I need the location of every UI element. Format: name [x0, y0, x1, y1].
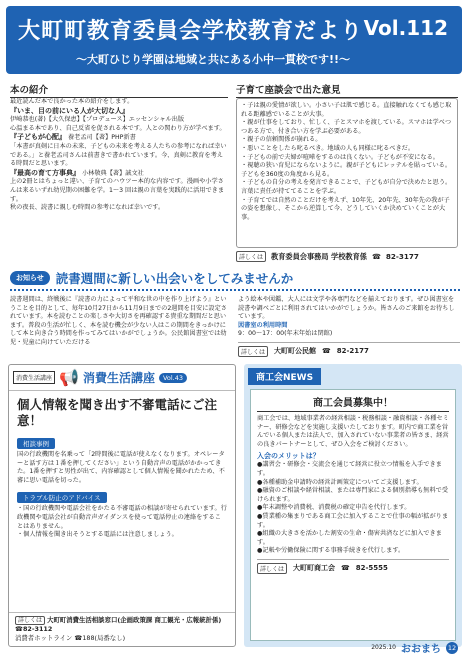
library-hours-label: 図書室の利用時間 [238, 321, 288, 329]
contact-tag: 詳しくは [15, 616, 45, 625]
advice-label: トラブル防止のアドバイス [17, 492, 107, 503]
page-footer [371, 640, 458, 655]
notice-contact [238, 342, 460, 357]
notice-right [238, 296, 460, 357]
forum-item: ・子は親の愛情が欲しい。小さい子は肌で感じる。直接触れなくても感じ取れる距離感でいることが大事。 [241, 102, 452, 118]
contact-org: 大町町商工会 [293, 564, 336, 573]
book1-title: 『いま、目の前にいる人が大切な人』 [10, 106, 129, 115]
consumer-hotline: 消費者ホットライン ☎188(局番なし) [15, 634, 126, 642]
book3-meta: 小林敬典【著】誠文社 [81, 169, 144, 177]
volume-number: Vol.112 [363, 16, 448, 40]
merit-label: 入会のメリットは？ [257, 452, 320, 461]
shoko-label: 商工会NEWS [248, 368, 321, 385]
shoko-title: 商工会員募集中！ [257, 394, 449, 412]
phone-icon: ☎ [341, 564, 350, 573]
consumer-footer: 詳しくは 大町町消費生活相談窓口(企画政策課 商工観光・広報統計係) ☎82-3112 消費者ホットライン ☎188(局番なし) [9, 612, 235, 646]
contact-org: 教育委員会事務局 学校教育係 [271, 251, 367, 261]
contact-tel: 82-3177 [385, 252, 419, 261]
book3-text2: 秋の夜長、読書に親しむ時間の参考になれば幸いです。 [10, 204, 165, 212]
consumer-column [8, 364, 236, 647]
newsletter-header [6, 6, 462, 74]
consumer-org: 大町町消費生活相談窓口(企画政策課 商工観光・広報統計係) [47, 616, 222, 624]
forum-opinions [236, 98, 458, 248]
merit-item: ●融資のご相談や経営相談、または専門家による個別指導も無料で受けられます。 [257, 487, 449, 503]
merit-item: ●講習会・研修会・交流会を通じて経営に役立つ情報を入手できます。 [257, 461, 442, 477]
notice-left-text: 読書週間は、終戦後に『読書の力によって平和な世の中を作り上げよう』ということを目的として、毎年10月27日から11月9日までの2週間を目安に設定されています。本を読むことの楽しさや大切さを再確認する貴重な期間だと思います。普段の生活が忙しく、本を読む機会が少ない人はこの期間をきっかけにして本と向き合う時間を作ってみてはいかがでしょうか。公民館図書室では幼児・児童に向けていただける [10, 296, 227, 346]
contact-tag: 詳しくは [238, 346, 268, 357]
contact-tag: 詳しくは [257, 563, 287, 574]
consumer-title: 消費生活講座 [82, 371, 155, 385]
forum-item: ・親子の信頼関係が崩れる。 [241, 136, 322, 144]
consumer-logo: 消費生活講座 [13, 371, 55, 384]
case-text: 国の行政機関を名乗って「2時間後に電話が使えなくなります。オペレーターと話す方は１番を押してください」という自動音声の電話がかかってきた。1番を押すと男性が出て、内容確認として個人情報を聞かれたため、不審に思い電話を切った。 [17, 451, 225, 484]
book-section-title: 本の紹介 [10, 82, 228, 98]
book3-title: 『最高の育て方事典』 [10, 168, 80, 177]
forum-item: ・子育てでは自然のことだけを考えず、10年先、20年先、30年先の我が子の姿を想像し、そこから逆算して今、どうしていくか決めていくことが大事。 [241, 196, 450, 221]
shoko-news [244, 364, 462, 647]
forum-item: ・親が仕事をしており、忙しく、子とスマホを渡している。スマホは学べつつある方で、付き合い方を学ぶ必要がある。 [241, 119, 452, 135]
advice-1: ・国の行政機関や電話会社をかたる不審電話の相談が寄せられています。行政機関や電話会社が自動音声ガイダンスを使って電話停止の連絡をすることはありません。 [17, 505, 227, 530]
issue-date: 2025.10 [371, 644, 396, 651]
forum-section [236, 82, 458, 262]
forum-title: 子育て座談会で出た意見 [236, 82, 458, 98]
notice-badge: お知らせ [10, 271, 50, 285]
newsletter-subtitle: ～大町ひじり学園は地域と共にある小中一貫校です!!～ [76, 53, 351, 66]
notice-right-text: よう絵本や図鑑、大人には文学や各専門などを揃えております。ぜひ図書室を読書や調べごとに利用されてはいかがでしょうか。皆さんのご来館をお待ちしています。 [238, 296, 455, 321]
megaphone-icon: 📢 [59, 368, 79, 387]
book2-meta: 養老孟司【著】PHP新書 [67, 134, 136, 142]
book1-meta: 伊崎恭也(著)【大久保恵】【プロデュース】エッセンシャル出版 [10, 116, 185, 124]
merit-item: ●組織の大きさを活かした割安の生命・傷害共済などに加入できます。 [257, 530, 442, 546]
contact-tel: 82-2177 [336, 347, 369, 356]
notice-header [10, 269, 460, 291]
merit-item: ●記帳や労働保険に関する事務手続きを代行します。 [257, 547, 405, 555]
phone-icon: ☎ [371, 252, 381, 261]
shoko-contact [257, 559, 449, 574]
library-hours: 9：00〜17：00(年末年始は閉館) [238, 330, 333, 338]
merit-item: ●賃業種の集まりである商工会に加入することで仕事の幅が拡がります。 [257, 512, 449, 529]
book3-text: 上の2冊とはちょっと違い、子育てのハウツー本的な内容です。漫画や小学さんは来るいずれ幼児期の困難を学。1〜3 回は親の言葉を実践的に活用できます。 [10, 178, 225, 203]
brand-logo: おおまち [401, 644, 441, 655]
merit-item: ●年末調整や消費税、消費税の確定申告を代行します。 [257, 504, 411, 512]
book1-text: 心温まる本であり、自己反省を促される本です。人との関わり方が学べます。 [10, 124, 226, 132]
shoko-intro: 商工会では、地域事業者の経営相談・税務相談・融資相談・各種セミナー、研修会などを実施し支援いたしております。町内で商工業を営んでいる個人または法人で、加入されていない事業者の皆さま、経営の良きパートナーとして、ぜひ入会をご検討ください。 [257, 415, 449, 448]
case-label: 相談事例 [17, 438, 55, 449]
notice-title: 読書週間に新しい出会いをしてみませんか [55, 271, 294, 286]
merit-item: ●各種補助金申請時の経営計画策定についてご支援します。 [257, 478, 423, 486]
forum-item: ・子どもの自分の考えを発言できることで、子どもが自分で決めたと思う。言葉に責任が持ててることを学ぶ。 [241, 179, 452, 195]
newsletter-title: 大町町教育委員会学校教育だより [18, 19, 364, 44]
advice-2: ・個人情報を聞き出そうとする電話には注意しましょう。 [17, 531, 178, 539]
forum-item: ・視聴の狭い育児にならないように。親が子どもにレッテルを貼っている。子どもを360度の角度から見る。 [241, 162, 452, 178]
book2-text: 「本書が真剣に日本の未来、子どもの未来を考える人たちの参考になれば幸いである。」と養老孟司さんは前書きで書かれています。今、真剣に教育を考える時間だと思います。 [10, 142, 227, 168]
book-intro: 最近読んだ本で良かった本の紹介をします。 [10, 98, 134, 105]
consumer-vol: Vol.43 [159, 373, 187, 383]
contact-tel: 82-5555 [355, 564, 388, 573]
forum-item: ・子どもの前で夫婦が喧嘩をするのは良くない。子どもが不安になる。 [241, 153, 439, 161]
contact-org: 大町町公民館 [274, 347, 317, 356]
book-section [10, 82, 228, 264]
page-number: 12 [447, 643, 457, 652]
contact-tag: 詳しくは [236, 251, 266, 262]
book2-title: 『子どもが心配』 [10, 133, 66, 142]
forum-item: ・悪いことをしたら叱るべき。地域の人も同様に叱るべきだ。 [241, 144, 415, 152]
consumer-headline: 個人情報を聞き出す不審電話にご注意！ [17, 397, 218, 428]
consumer-tel: 82-3112 [22, 625, 53, 633]
phone-icon: ☎ [322, 347, 331, 356]
forum-contact [236, 251, 458, 262]
